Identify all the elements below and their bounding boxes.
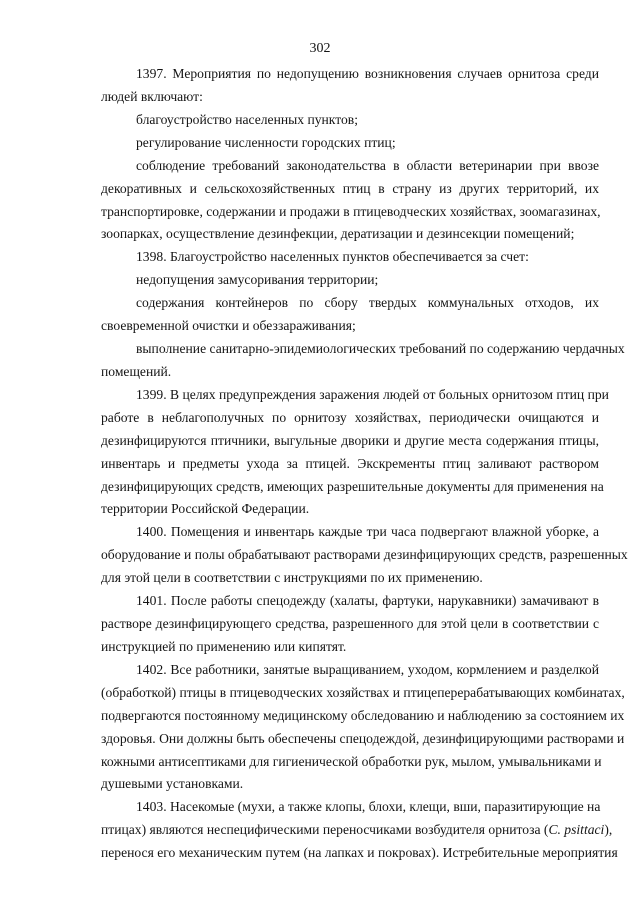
text-line: людей включают: — [101, 89, 203, 104]
text-line: кожными антисептиками для гигиенической обработки рук, мылом, умывальниками и — [101, 754, 602, 769]
text-line: здоровья. Они должны быть обеспечены спецодеждой, дезинфицирующими растворами и — [101, 731, 625, 746]
text-line: 1400. Помещения и инвентарь каждые три часа подвергают влажной уборке, а — [136, 524, 599, 539]
species-name: C. psittaci — [548, 822, 605, 837]
text-line: оборудование и полы обрабатывают растворами дезинфицирующих средств, разрешенных — [101, 547, 628, 562]
page-number: 302 — [309, 41, 331, 56]
text-line: благоустройство населенных пунктов; — [136, 112, 358, 127]
text-line: регулирование численности городских птиц; — [136, 135, 396, 150]
text-line: недопущения замусоривания территории; — [136, 272, 379, 287]
text-line: своевременной очистки и обеззараживания; — [101, 318, 356, 333]
text-line: 1399. В целях предупреждения заражения людей от больных орнитозом птиц при — [136, 387, 609, 402]
text-line: декоративных и сельскохозяйственных птиц в страну из других территорий, их — [101, 181, 599, 196]
text-line: 1398. Благоустройство населенных пунктов обеспечивается за счет: — [136, 249, 529, 264]
text-line: 1403. Насекомые (мухи, а также клопы, блохи, клещи, вши, паразитирующие на — [136, 799, 601, 814]
text-line: дезинфицирующих средств, имеющих разрешительные документы для применения на — [101, 479, 604, 494]
text-line: 1401. После работы спецодежду (халаты, фартуки, нарукавники) замачивают в — [136, 593, 599, 608]
text-line: помещений. — [101, 364, 172, 379]
text-line: 1402. Все работники, занятые выращиванием, уходом, кормлением и разделкой — [136, 662, 599, 677]
text-line: инвентарь и предметы ухода за птицей. Экскременты птиц заливают раствором — [101, 456, 599, 471]
text-line: дезинфицируются птичники, выгульные дворики и другие места содержания птицы, — [101, 433, 599, 448]
text-line: территории Российской Федерации. — [101, 501, 310, 516]
text-line: выполнение санитарно-эпидемиологических требований по содержанию чердачных — [136, 341, 625, 356]
text-line: для этой цели в соответствии с инструкциями по их применению. — [101, 570, 483, 585]
text-line: транспортировке, содержании и продажи в птицеводческих хозяйствах, зоомагазинах, — [101, 204, 601, 219]
text-line: 1397. Мероприятия по недопущению возникновения случаев орнитоза среди — [136, 66, 599, 81]
text-line: работе в неблагополучных по орнитозу хозяйствах, периодически очищаются и — [101, 410, 599, 425]
text-line: инструкцией по применению или кипятят. — [101, 639, 347, 654]
text-line: перенося его механическим путем (на лапках и покровах). Истребительные мероприятия — [101, 845, 618, 860]
text-line: растворе дезинфицирующего средства, разрешенного для этой цели в соответствии с — [101, 616, 599, 631]
text-line: душевыми установками. — [101, 776, 244, 791]
text-line: содержания контейнеров по сбору твердых коммунальных отходов, их — [136, 295, 599, 310]
text-line: подвергаются постоянному медицинскому обследованию и наблюдению за состоянием их — [101, 708, 625, 723]
text-line: птицах) являются неспецифическими переносчиками возбудителя орнитоза (C. psittaci), — [101, 822, 613, 837]
text-line: соблюдение требований законодательства в области ветеринарии при ввозе — [136, 158, 599, 173]
text-line: (обработкой) птицы в птицеводческих хозяйствах и птицеперерабатывающих комбинатах, — [101, 685, 625, 700]
text-line: зоопарках, осуществление дезинфекции, дератизации и дезинсекции помещений; — [101, 226, 575, 241]
